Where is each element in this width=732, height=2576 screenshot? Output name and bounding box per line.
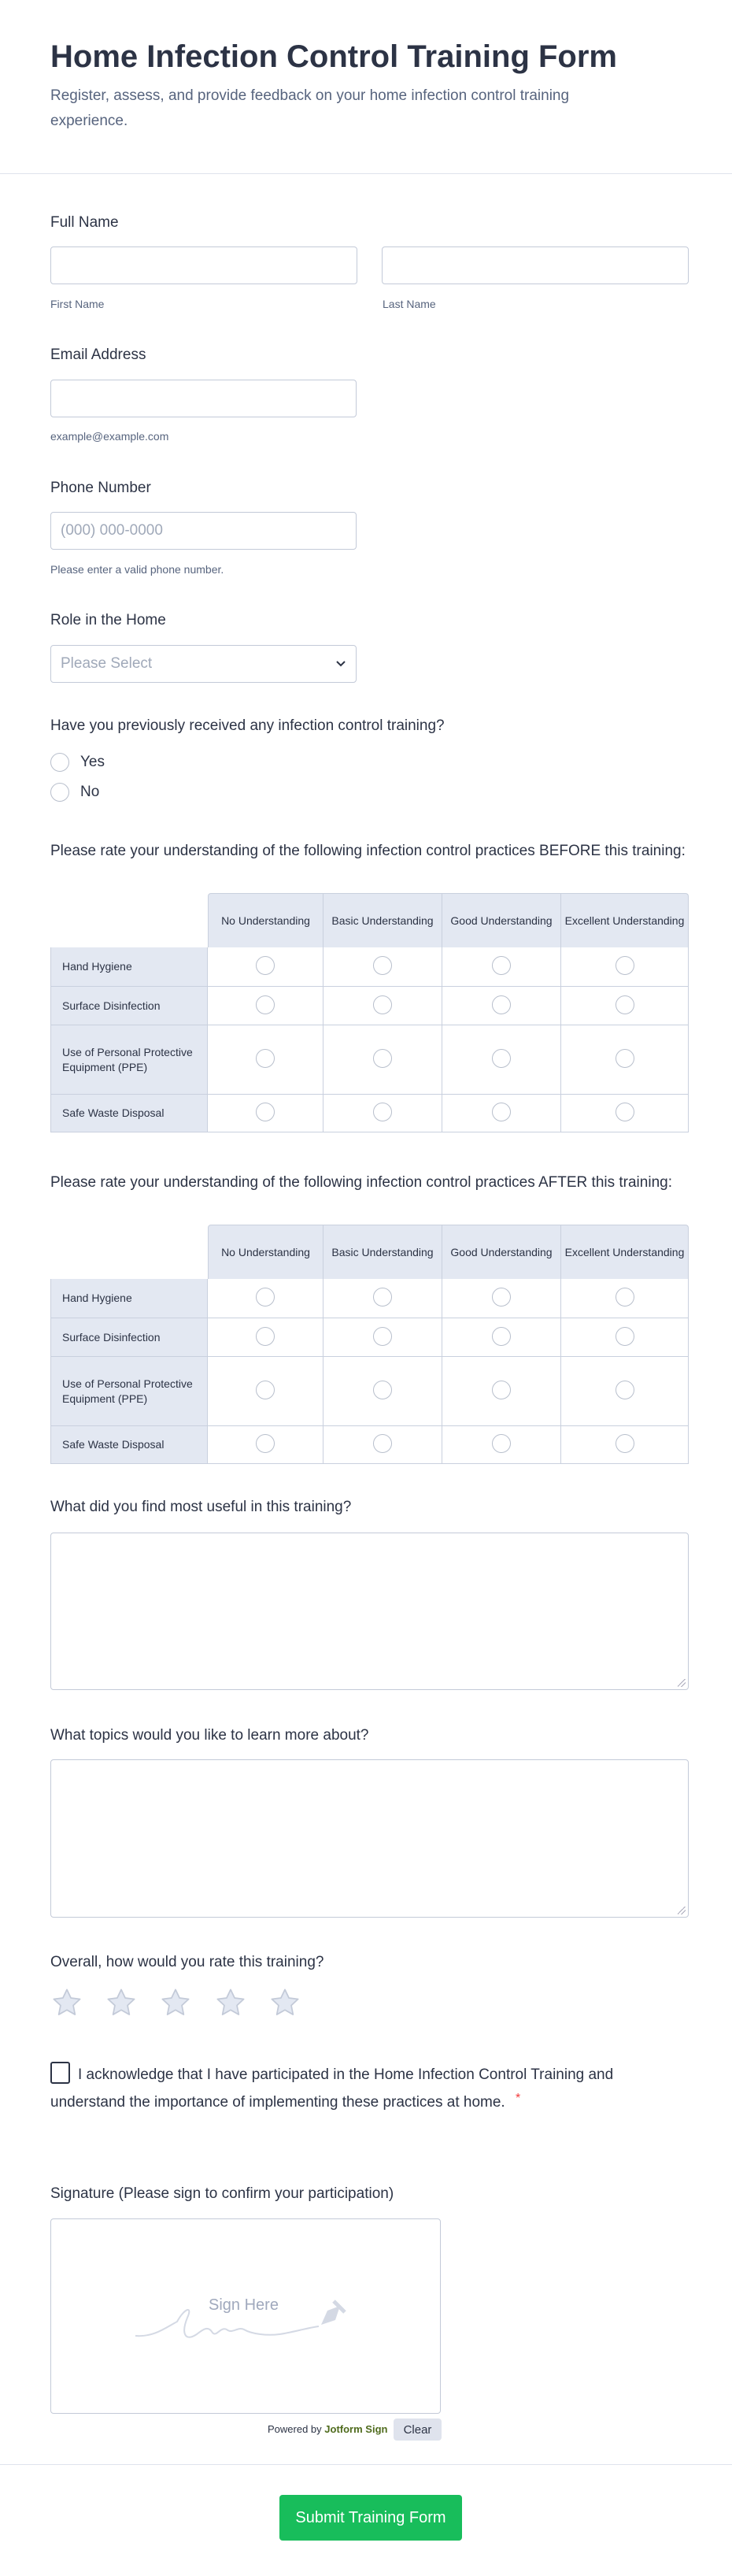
form-title: Home Infection Control Training Form (50, 39, 617, 74)
option-no[interactable] (50, 783, 99, 802)
powered-by-text: Powered by (268, 2423, 322, 2435)
required-asterisk: * (516, 2092, 521, 2105)
matrix-radio[interactable] (492, 1103, 511, 1121)
matrix-cell (208, 947, 323, 987)
star-icon[interactable] (268, 1986, 301, 2019)
matrix-radio[interactable] (616, 1327, 634, 1346)
matrix-row-label: Hand Hygiene (50, 947, 208, 987)
chevron-down-icon (335, 660, 346, 668)
matrix-row-label: Safe Waste Disposal (50, 1426, 208, 1464)
matrix-cell (561, 1318, 689, 1357)
matrix-corner (50, 1225, 208, 1279)
matrix-cell (442, 1095, 561, 1132)
matrix-cell (442, 1426, 561, 1464)
email-sublabel: example@example.com (50, 430, 169, 443)
star-icon[interactable] (50, 1986, 83, 2019)
matrix-radio[interactable] (373, 995, 392, 1014)
last-name-input[interactable] (382, 246, 689, 284)
signature-pad[interactable] (50, 2218, 441, 2414)
matrix-radio[interactable] (373, 1381, 392, 1399)
last-name-sublabel: Last Name (383, 298, 436, 310)
first-name-input[interactable] (50, 246, 357, 284)
after-matrix (50, 1225, 689, 1464)
matrix-corner (50, 893, 208, 947)
radio-no[interactable] (50, 783, 69, 802)
matrix-radio[interactable] (616, 1288, 634, 1307)
matrix-row (50, 1426, 689, 1464)
matrix-cell (442, 1025, 561, 1095)
matrix-column-header: Good Understanding (442, 893, 561, 947)
topics-label: What topics would you like to learn more about? (50, 1727, 369, 1744)
matrix-radio[interactable] (616, 1381, 634, 1399)
after-matrix-label: Please rate your understanding of the following infection control practices AFTER this training: (50, 1174, 672, 1191)
matrix-cell (442, 1318, 561, 1357)
matrix-radio[interactable] (492, 1049, 511, 1068)
matrix-column-header: Good Understanding (442, 1225, 561, 1279)
matrix-column-header: No Understanding (208, 893, 323, 947)
useful-textarea[interactable] (50, 1533, 689, 1690)
matrix-cell (561, 1095, 689, 1132)
acknowledge-checkbox[interactable] (50, 2062, 70, 2084)
acknowledge-label: I acknowledge that I have participated in the Home Infection Control Training and understand the importance of implementing these practices at home. (50, 2066, 614, 2111)
matrix-cell (323, 1025, 442, 1095)
matrix-radio[interactable] (492, 995, 511, 1014)
matrix-radio[interactable] (616, 995, 634, 1014)
matrix-row-label: Hand Hygiene (50, 1279, 208, 1318)
matrix-radio[interactable] (373, 1049, 392, 1068)
matrix-radio[interactable] (256, 1381, 275, 1399)
matrix-row-label: Use of Personal Protective Equipment (PPE) (50, 1025, 208, 1095)
matrix-column-header: Basic Understanding (323, 1225, 442, 1279)
matrix-radio[interactable] (616, 1103, 634, 1121)
before-matrix-label: Please rate your understanding of the following infection control practices BEFORE this training: (50, 843, 686, 859)
useful-label: What did you find most useful in this training? (50, 1499, 352, 1515)
matrix-row-label: Surface Disinfection (50, 987, 208, 1025)
matrix-cell (208, 1279, 323, 1318)
matrix-cell (323, 1318, 442, 1357)
first-name-sublabel: First Name (50, 298, 105, 310)
form-subtitle: Register, assess, and provide feedback on your home infection control training experience. (50, 87, 570, 129)
matrix-cell (208, 1095, 323, 1132)
matrix-cell (442, 1279, 561, 1318)
matrix-column-header: Basic Understanding (323, 893, 442, 947)
full-name-label: Full Name (50, 214, 119, 231)
matrix-row (50, 1279, 689, 1318)
sign-here-placeholder: Sign Here (209, 2296, 279, 2314)
matrix-row (50, 1357, 689, 1426)
matrix-radio[interactable] (373, 1288, 392, 1307)
email-input[interactable] (50, 380, 357, 417)
submit-button[interactable]: Submit Training Form (279, 2495, 462, 2541)
matrix-cell (323, 947, 442, 987)
matrix-row-label: Use of Personal Protective Equipment (PPE) (50, 1357, 208, 1426)
matrix-cell (442, 1357, 561, 1426)
matrix-cell (208, 1025, 323, 1095)
matrix-cell (323, 1095, 442, 1132)
matrix-cell (208, 1318, 323, 1357)
role-select[interactable] (50, 645, 357, 683)
jotform-sign-brand: Jotform Sign (324, 2423, 388, 2435)
matrix-row (50, 947, 689, 987)
matrix-cell (442, 947, 561, 987)
matrix-radio[interactable] (373, 1434, 392, 1453)
matrix-row (50, 1095, 689, 1132)
matrix-radio[interactable] (373, 1103, 392, 1121)
matrix-cell (561, 1357, 689, 1426)
topics-textarea[interactable] (50, 1759, 689, 1918)
matrix-radio[interactable] (256, 1288, 275, 1307)
matrix-radio[interactable] (616, 1049, 634, 1068)
matrix-cell (208, 1426, 323, 1464)
matrix-cell (208, 987, 323, 1025)
previous-training-label: Have you previously received any infection control training? (50, 717, 445, 734)
matrix-row (50, 987, 689, 1025)
matrix-row (50, 1318, 689, 1357)
option-yes[interactable] (50, 753, 105, 772)
matrix-column-header: Excellent Understanding (561, 1225, 689, 1279)
resize-handle-icon[interactable] (678, 1679, 686, 1687)
matrix-cell (323, 987, 442, 1025)
role-label: Role in the Home (50, 612, 166, 628)
matrix-radio[interactable] (492, 1288, 511, 1307)
matrix-cell (323, 1357, 442, 1426)
phone-label: Phone Number (50, 480, 151, 496)
matrix-radio[interactable] (492, 956, 511, 975)
matrix-cell (208, 1357, 323, 1426)
before-matrix (50, 893, 689, 1132)
matrix-radio[interactable] (492, 1434, 511, 1453)
signature-scribble-icon (134, 2298, 354, 2345)
matrix-radio[interactable] (492, 1327, 511, 1346)
matrix-cell (561, 987, 689, 1025)
email-label: Email Address (50, 347, 146, 363)
matrix-cell (561, 947, 689, 987)
matrix-radio[interactable] (373, 1327, 392, 1346)
acknowledge-field (50, 2062, 625, 2115)
phone-sublabel: Please enter a valid phone number. (50, 563, 224, 576)
matrix-radio[interactable] (256, 1327, 275, 1346)
role-selected-value: Please Select (61, 655, 153, 672)
matrix-radio[interactable] (256, 1434, 275, 1453)
matrix-radio[interactable] (256, 956, 275, 975)
option-no-label: No (80, 784, 100, 800)
matrix-cell (561, 1426, 689, 1464)
matrix-cell (442, 987, 561, 1025)
star-icon[interactable] (105, 1986, 138, 2019)
matrix-radio[interactable] (492, 1381, 511, 1399)
matrix-column-header: No Understanding (208, 1225, 323, 1279)
matrix-column-header: Excellent Understanding (561, 893, 689, 947)
header-divider (0, 173, 732, 174)
powered-by (268, 2423, 387, 2435)
phone-input[interactable]: (000) 000-0000 (50, 512, 357, 550)
matrix-cell (561, 1279, 689, 1318)
matrix-row-label: Surface Disinfection (50, 1318, 208, 1357)
matrix-radio[interactable] (256, 995, 275, 1014)
option-yes-label: Yes (80, 754, 105, 770)
matrix-cell (323, 1426, 442, 1464)
matrix-row (50, 1025, 689, 1095)
matrix-radio[interactable] (256, 1103, 275, 1121)
matrix-cell (323, 1279, 442, 1318)
rating-label: Overall, how would you rate this training? (50, 1954, 324, 1970)
star-icon[interactable] (159, 1986, 192, 2019)
matrix-radio[interactable] (373, 956, 392, 975)
footer-divider (0, 2464, 732, 2465)
matrix-cell (561, 1025, 689, 1095)
radio-yes[interactable] (50, 753, 69, 772)
signature-label: Signature (Please sign to confirm your participation) (50, 2185, 394, 2202)
matrix-radio[interactable] (616, 956, 634, 975)
matrix-row-label: Safe Waste Disposal (50, 1095, 208, 1132)
matrix-radio[interactable] (256, 1049, 275, 1068)
star-icon[interactable] (214, 1986, 247, 2019)
clear-signature-button[interactable]: Clear (394, 2418, 442, 2441)
matrix-radio[interactable] (616, 1434, 634, 1453)
resize-handle-icon[interactable] (678, 1907, 686, 1914)
